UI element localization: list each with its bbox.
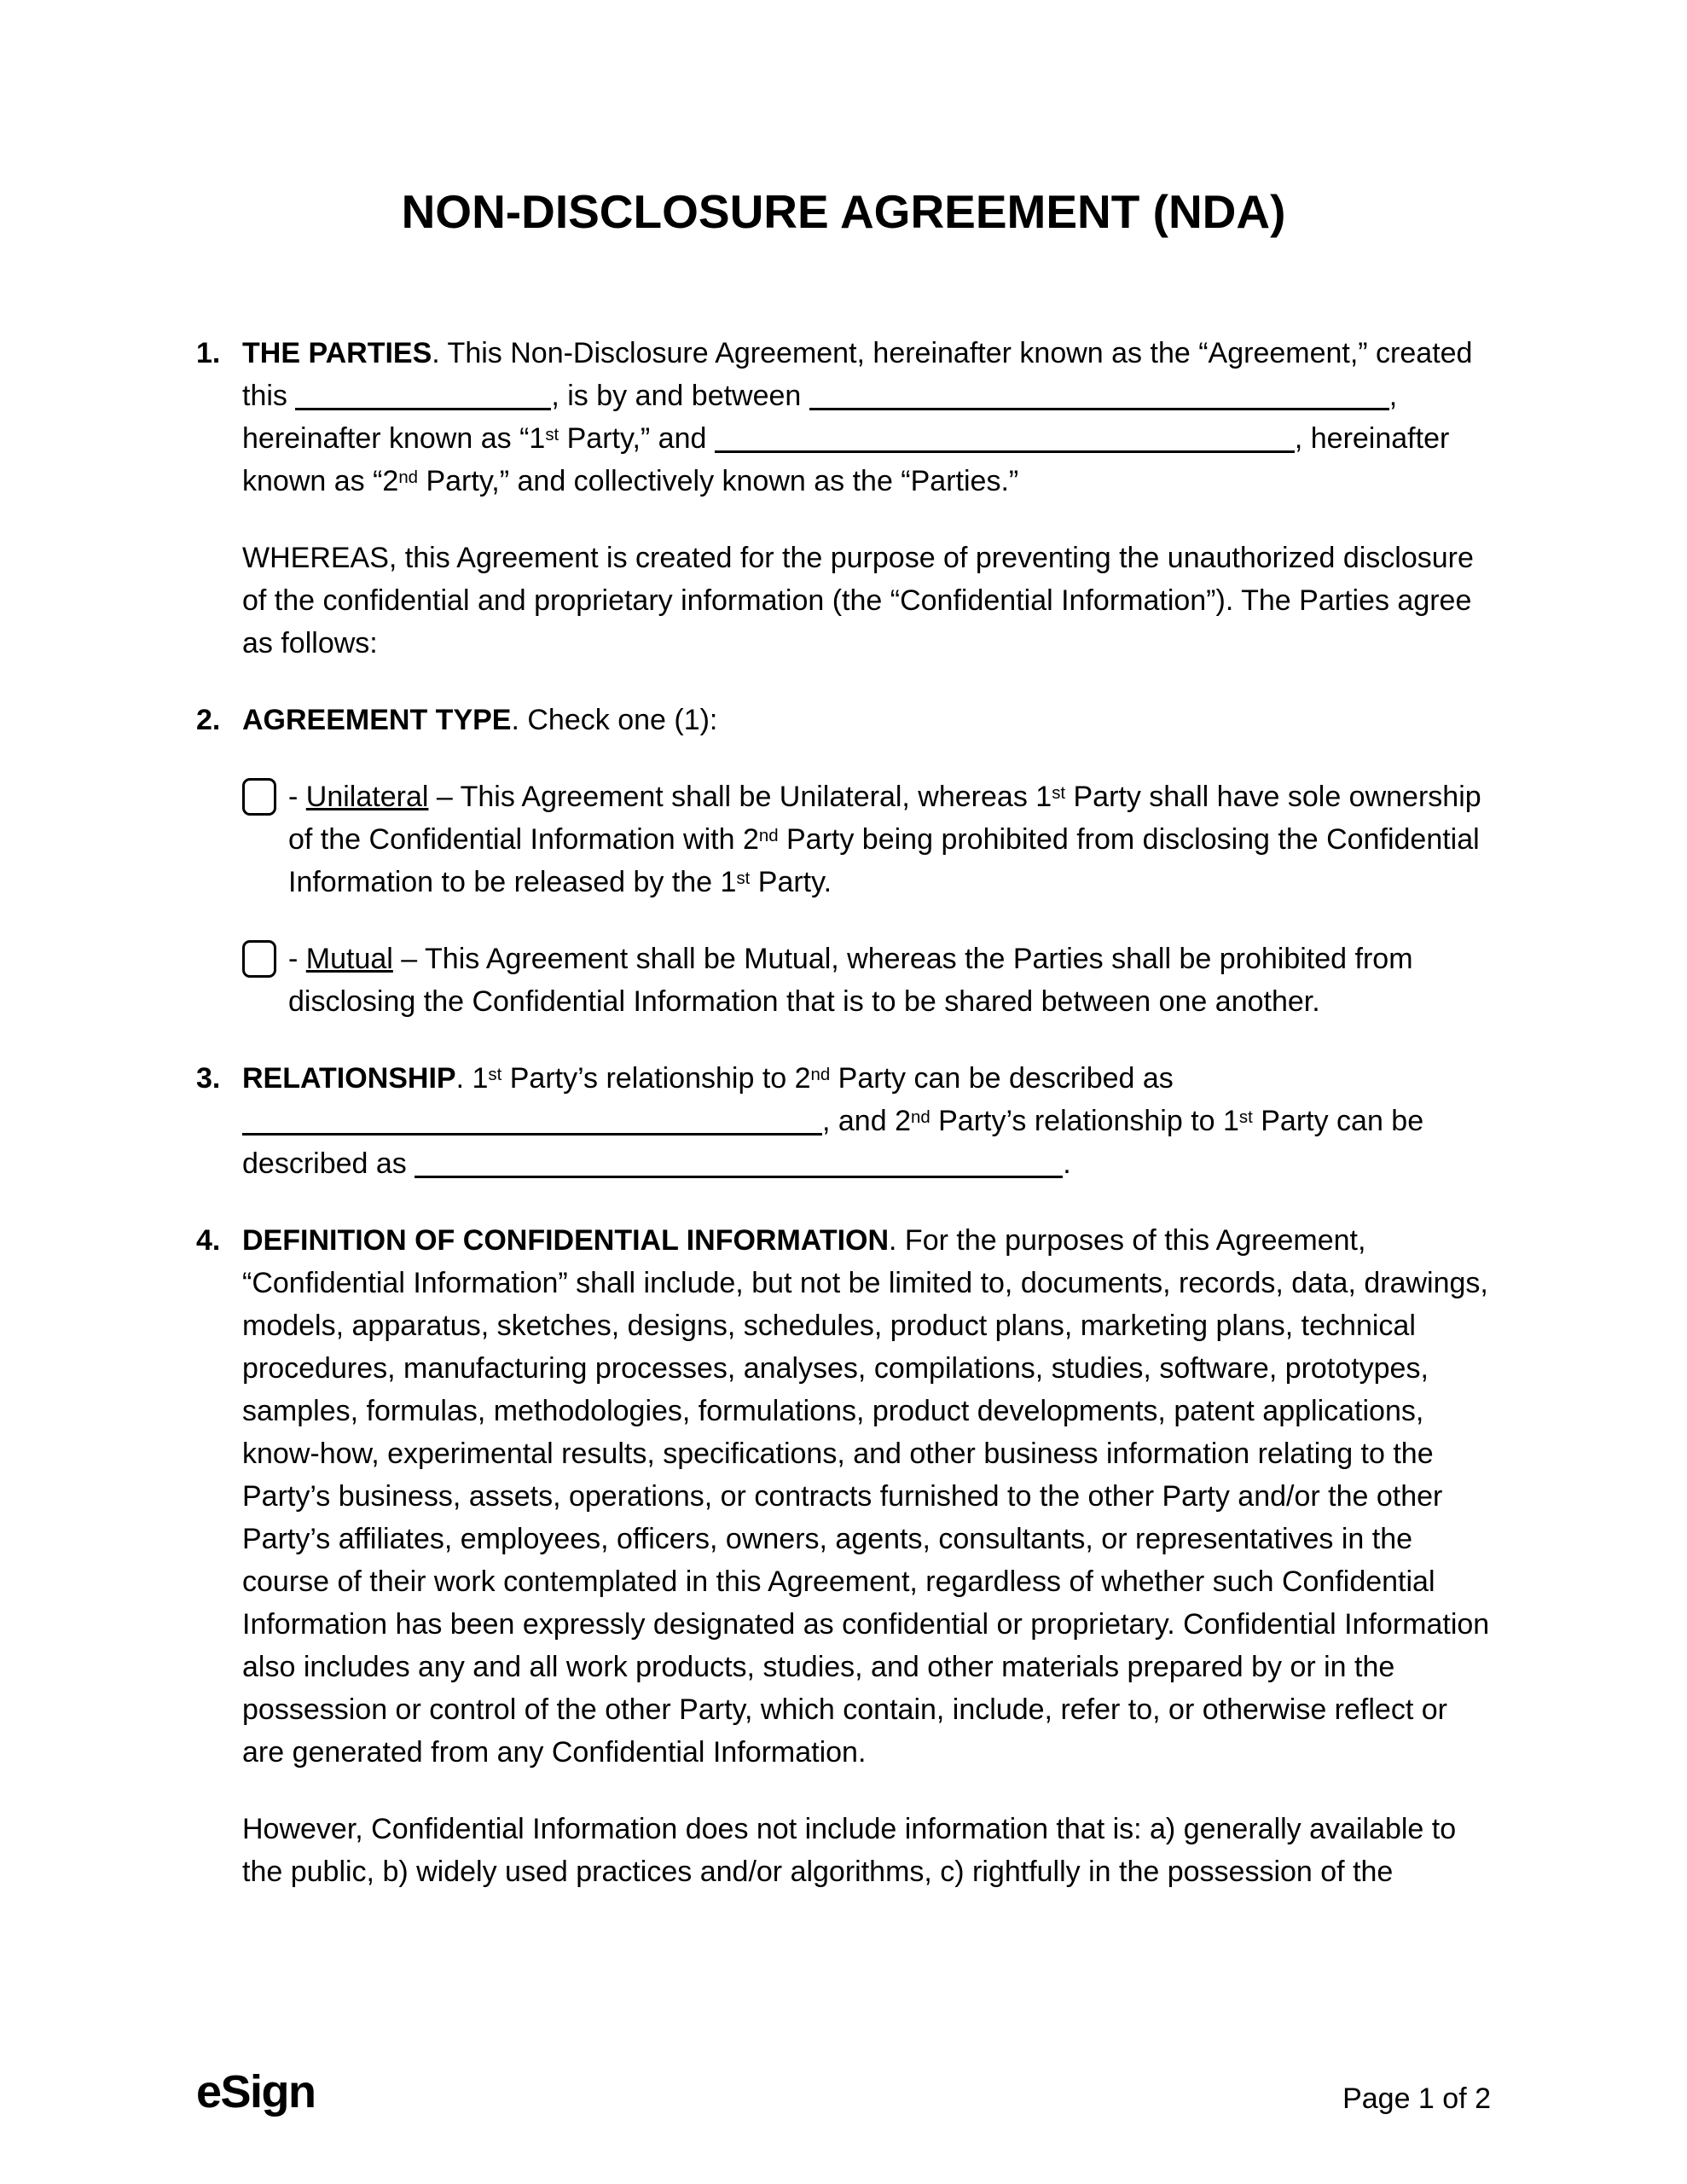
text-segment: THE PARTIES [242,337,432,369]
section-3-text [242,1057,1491,1185]
text-segment: st [736,868,751,888]
fill-in-blank[interactable] [415,1175,1063,1178]
text-segment: , hereinafter known as “1 [242,380,1398,455]
text-segment: Mutual [305,943,393,975]
text-segment: AGREEMENT TYPE [242,704,512,736]
section-3-number: 3. [196,1062,221,1095]
unilateral-checkbox[interactable] [242,778,276,816]
mutual-checkbox[interactable] [242,940,276,978]
fill-in-blank[interactable] [809,407,1389,410]
text-segment: DEFINITION OF CONFIDENTIAL INFORMATION [242,1224,890,1257]
text-segment: nd [398,468,419,487]
text-segment: st [488,1065,502,1084]
text-segment: Party,” and [559,422,715,455]
text-segment: nd [758,826,779,845]
text-segment: nd [810,1065,831,1084]
section-1-the-parties [196,332,1491,502]
section-2-text [242,699,1491,741]
mutual-option [242,938,1491,1023]
text-segment: , and 2 [822,1105,911,1137]
section-1-text [242,332,1491,502]
text-segment: . Check one (1): [511,704,718,736]
fill-in-blank[interactable] [295,407,551,410]
esign-logo: eSign [196,2066,316,2117]
text-segment: , is by and between [551,380,809,412]
page-footer [196,2066,1491,2117]
however-paragraph [242,1808,1491,1893]
text-segment: st [1052,783,1066,803]
fill-in-blank[interactable] [715,450,1295,453]
text-segment: Party,” and collectively known as the “Parties.” [418,465,1019,497]
whereas-paragraph [242,537,1491,665]
section-4-definition [196,1219,1491,1774]
text-segment: st [1238,1107,1253,1127]
text-segment: st [545,425,559,444]
text-segment: . [1063,1147,1071,1180]
text-segment: WHEREAS, this Agreement is created for the purpose of preventing the unauthorized disclosure of the confidential and proprietary information (the “Confidential Information”). The Parties agree as follows: [242,542,1474,659]
section-3-relationship [196,1057,1491,1185]
fill-in-blank[interactable] [242,1132,822,1136]
text-segment: - [288,781,306,813]
text-segment: However, Confidential Information does not include information that is: a) generally available to the public, b) widely used practices and/or algorithms, c) rightfully in the possession of the [242,1813,1457,1888]
text-segment: Party shall have sole ownership of the Confidential Information with 2 [288,781,1481,856]
section-4-number: 4. [196,1224,221,1257]
text-segment: Party can be described as [242,1105,1424,1180]
text-segment: . For the purposes of this Agreement, “Confidential Information” shall include, but not be limited to, documents, records, data, drawings, models, apparatus, sketches, designs, schedules, product plans, marketing plans, technical procedures, manufacturing processes, analyses, compilations, studies, software, prototypes, samples, formulas, methodologies, formulations, product developments, patent applications, know-how, experimental results, specifications, and other business information relating to the Party’s business, assets, operations, or contracts furnished to the other Party and/or the other Party’s affiliates, employees, officers, owners, agents, consultants, or representatives in the course of their work contemplated in this Agreement, regardless of whether such Confidential Information has been expressly designated as confidential or proprietary. Confidential Information also includes any and all work products, studies, and other materials prepared by or in the possession or control of the other Party, which contain, include, refer to, or otherwise reflect or are generated from any Confidential Information. [242,1224,1490,1769]
section-2-number: 2. [196,704,221,736]
text-segment: RELATIONSHIP [242,1062,456,1095]
mutual-option-text [288,938,1491,1023]
text-segment: . 1 [455,1062,489,1095]
section-1-number: 1. [196,337,221,369]
section-4-text [242,1219,1491,1774]
text-segment: Party’s relationship to 2 [501,1062,811,1095]
text-segment: nd [910,1107,930,1127]
text-segment: Party can be described as [830,1062,1174,1095]
text-segment: Party’s relationship to 1 [930,1105,1239,1137]
text-segment: . This Non-Disclosure Agreement, hereinafter known as the “Agreement,” created this [242,337,1473,412]
text-segment: – This Agreement shall be Mutual, whereas the Parties shall be prohibited from disclosing the Confidential Information that is to be shared between one another. [288,943,1413,1018]
unilateral-option [242,775,1491,903]
section-2-agreement-type [196,699,1491,741]
text-segment: – This Agreement shall be Unilateral, whereas 1 [428,781,1052,813]
text-segment: Unilateral [305,781,429,813]
unilateral-option-text [288,775,1491,903]
text-segment: - [288,943,306,975]
text-segment: Party being prohibited from disclosing the Confidential Information to be released by the 1 [288,823,1480,898]
page-number: Page 1 of 2 [1342,2082,1491,2115]
document-title: NON-DISCLOSURE AGREEMENT (NDA) [401,185,1286,238]
text-segment: , hereinafter known as “2 [242,422,1450,497]
text-segment: Party. [750,866,832,898]
